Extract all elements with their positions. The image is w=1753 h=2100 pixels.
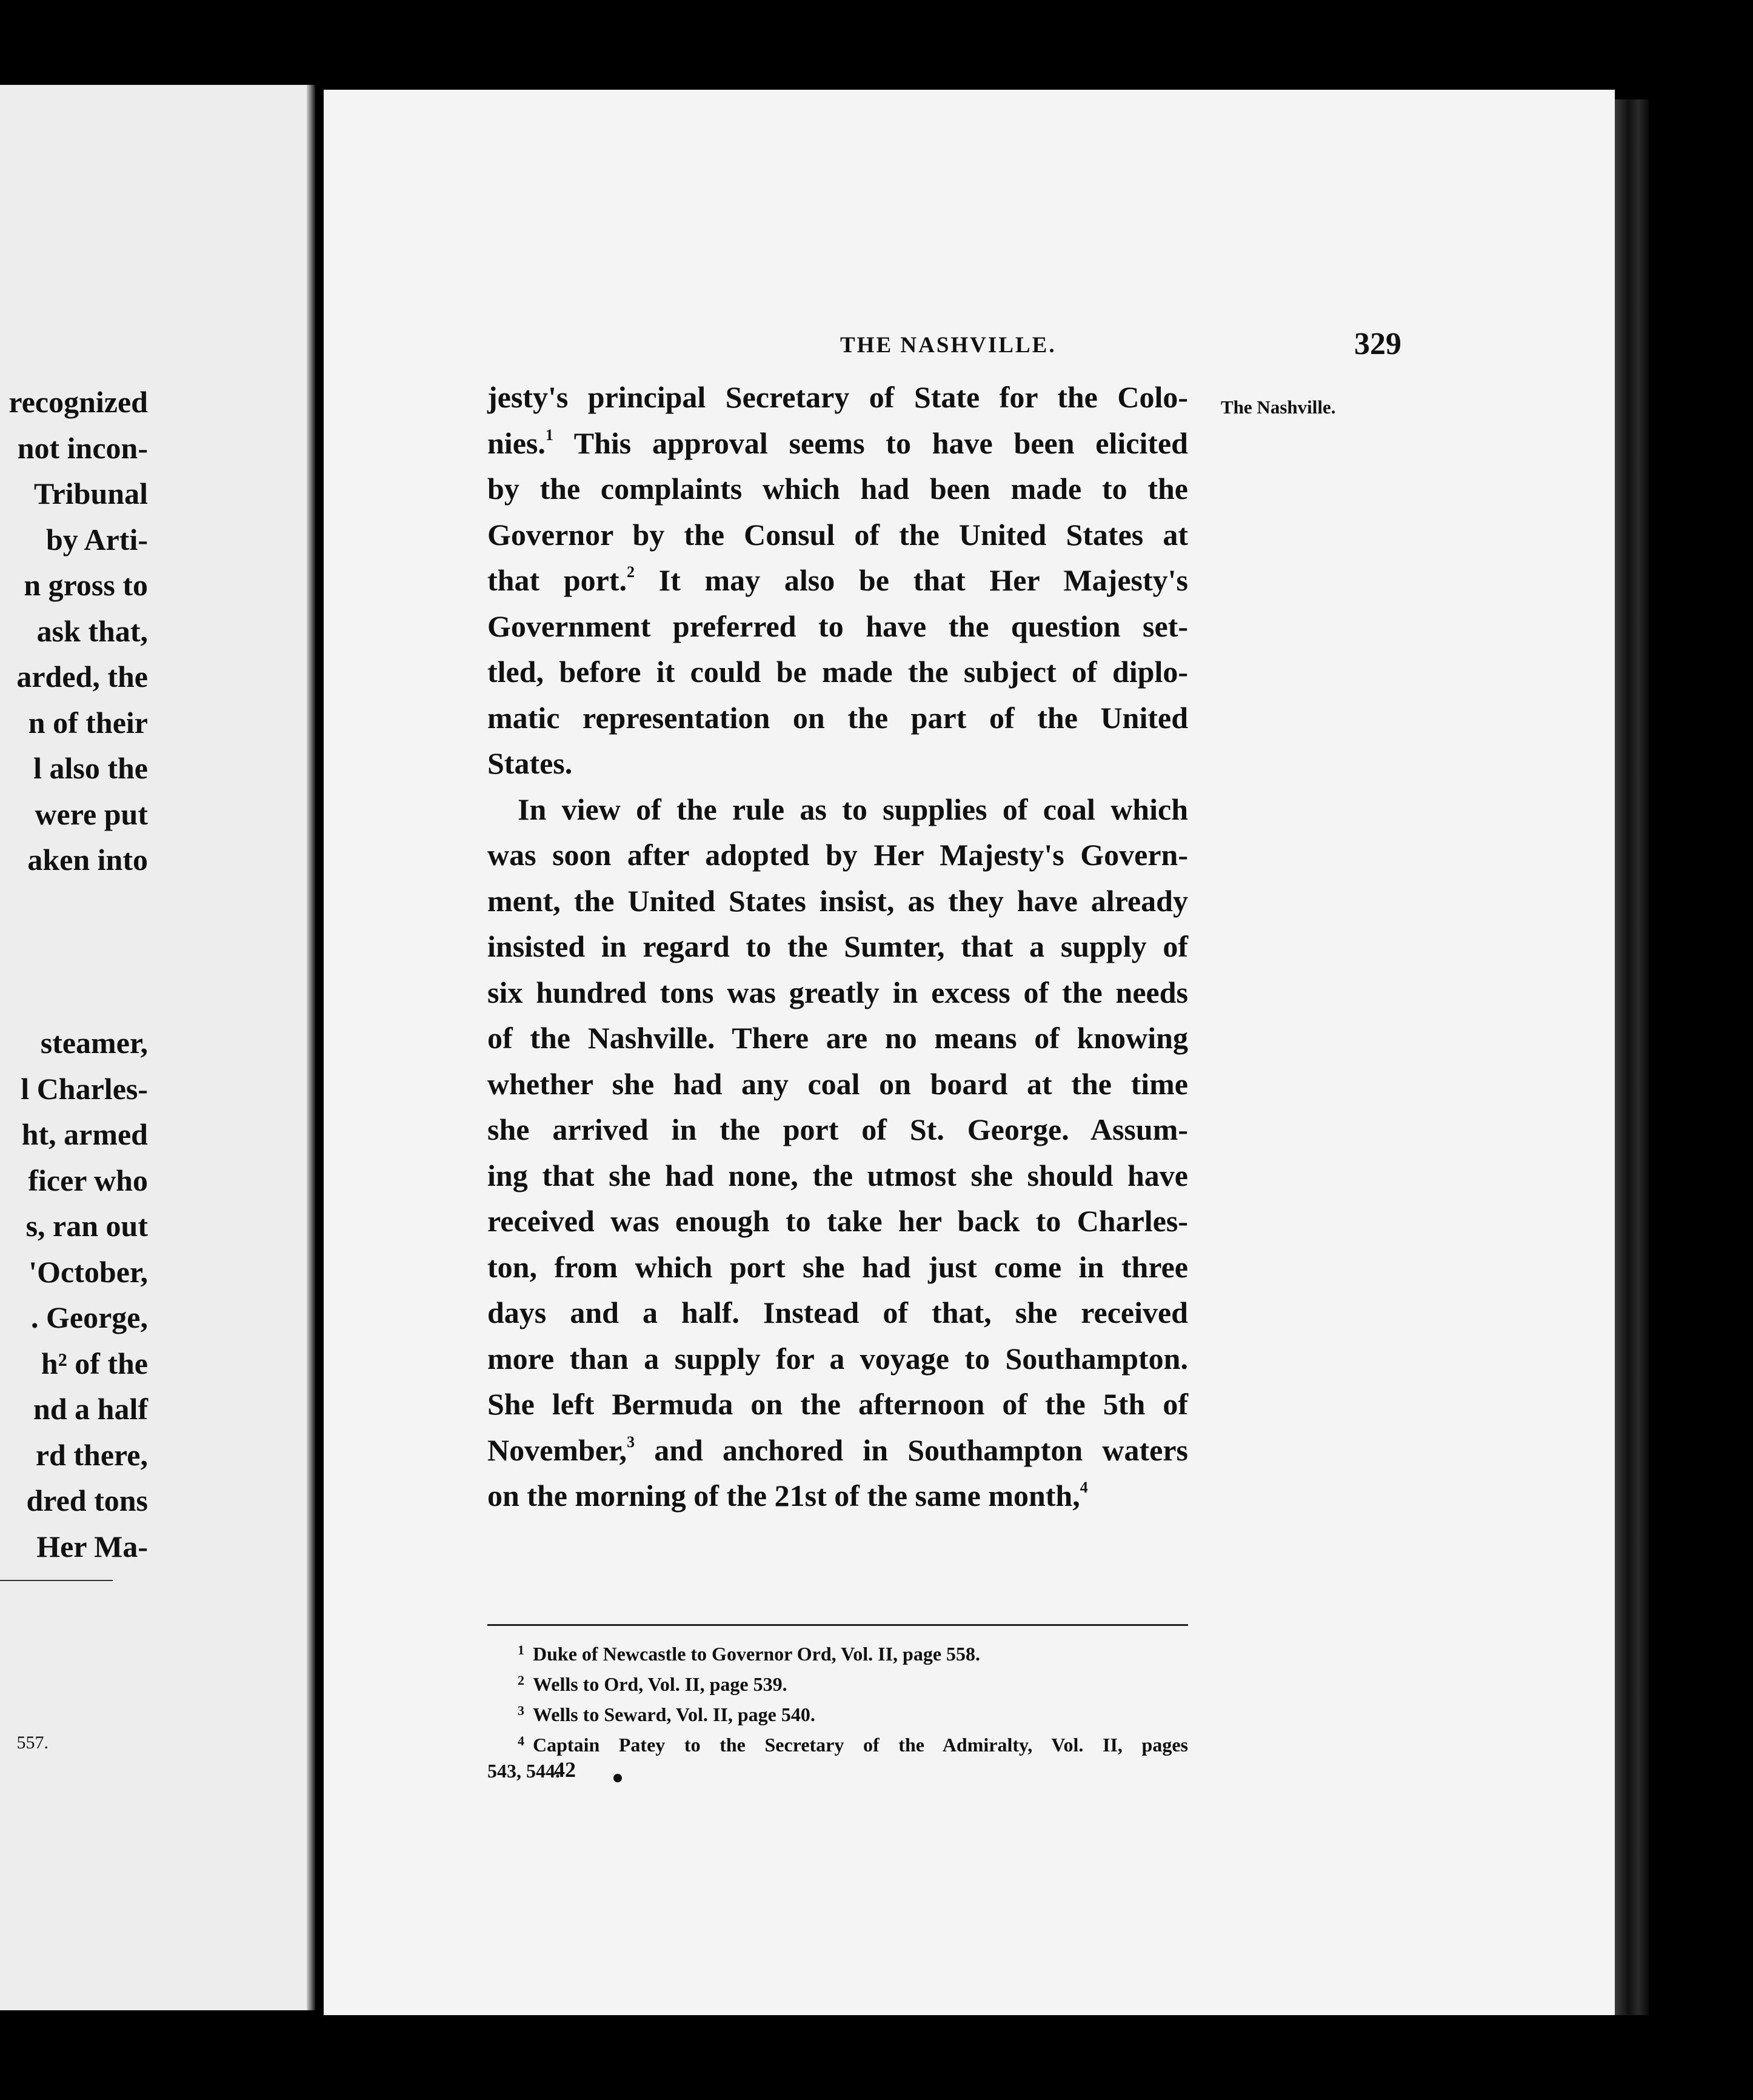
left-page-gutter <box>307 85 315 2010</box>
signature-mark: 42 <box>554 1757 576 1782</box>
footnote-mark: 3 <box>518 1703 524 1718</box>
left-page-line: l Charles- <box>21 1071 148 1106</box>
text-line <box>487 1107 1188 1153</box>
text-line-start: was soon after adopted by Her Majesty's Govern- <box>487 838 1188 872</box>
text-line <box>487 466 1188 512</box>
text-line-start: In view of the rule as to supplies of coal which <box>518 792 1188 826</box>
text-line <box>487 787 1188 833</box>
footnote-rule <box>487 1624 1188 1626</box>
text-line <box>487 1245 1188 1291</box>
left-page-line: steamer, <box>40 1026 148 1060</box>
left-page-line: arded, the <box>16 660 148 694</box>
left-page-line: . George, <box>31 1300 148 1334</box>
text-line <box>487 1290 1188 1336</box>
text-line-start: jesty's principal Secretary of State for the Colo- <box>487 380 1188 414</box>
footnote-reference: 4 <box>1080 1479 1088 1496</box>
left-page <box>0 85 315 2010</box>
footnote-mark: 2 <box>518 1673 524 1688</box>
text-line <box>487 558 1188 604</box>
page-edge-shadow <box>1615 99 1649 2015</box>
footnote-reference: 2 <box>626 563 635 581</box>
footnote <box>487 1728 1188 1758</box>
text-line-start: by the complaints which had been made to the <box>487 472 1188 506</box>
text-line-start: more than a supply for a voyage to Southampton. <box>487 1341 1188 1376</box>
footnote-text: Duke of Newcastle to Governor Ord, Vol. II, page 558. <box>533 1643 981 1665</box>
left-page-line: s, ran out <box>25 1209 148 1243</box>
footnote <box>487 1637 1188 1667</box>
left-page-line: ficer who <box>28 1163 148 1197</box>
text-line-start: six hundred tons was greatly in excess of the needs <box>487 975 1188 1009</box>
right-page <box>324 90 1615 2015</box>
footnote-reference: 1 <box>545 426 553 444</box>
text-line <box>487 832 1188 878</box>
text-line <box>487 1473 1188 1519</box>
text-line-rest: This approval seems to have been elicited <box>553 426 1188 460</box>
left-page-line: nd a half <box>33 1392 148 1426</box>
footnote-mark: 1 <box>518 1642 524 1657</box>
left-page-line: ht, armed <box>21 1117 148 1151</box>
left-page-line: Tribunal <box>33 477 148 510</box>
margin-sidenote: The Nashville. <box>1221 396 1336 418</box>
text-line-start: Government preferred to have the question set- <box>487 609 1188 643</box>
left-page-line: were put <box>35 797 148 831</box>
text-line <box>487 421 1188 467</box>
text-line <box>487 512 1188 558</box>
text-line <box>487 1428 1188 1474</box>
text-line <box>487 604 1188 650</box>
left-page-line: 'October, <box>28 1254 148 1289</box>
footnote <box>487 1697 1188 1728</box>
footnote-text: Wells to Seward, Vol. II, page 540. <box>533 1704 815 1725</box>
text-line-rest: It may also be that Her Majesty's <box>634 563 1188 597</box>
text-line <box>487 1015 1188 1062</box>
left-page-line: dred tons <box>26 1483 148 1517</box>
left-page-line: aken into <box>27 843 148 877</box>
text-line-start: nies. <box>487 426 546 460</box>
left-page-line: recognized <box>8 385 148 419</box>
ink-spot <box>613 1774 622 1782</box>
left-page-line: not incon- <box>17 430 148 465</box>
text-line <box>487 1153 1188 1199</box>
text-line-start: ing that she had none, the utmost she should have <box>487 1158 1188 1192</box>
left-page-line: by Arti- <box>45 522 148 557</box>
text-line-start: ment, the United States insist, as they have already <box>487 883 1188 918</box>
footnote-text: Wells to Ord, Vol. II, page 539. <box>533 1673 787 1695</box>
left-page-line: l also the <box>33 751 148 785</box>
text-line-start: of the Nashville. There are no means of knowing <box>487 1021 1188 1055</box>
text-line <box>487 741 1188 787</box>
text-line <box>487 878 1188 925</box>
text-line-start: matic representation on the part of the United <box>487 700 1188 735</box>
text-line <box>487 695 1188 741</box>
footnote-text: 543, 544. <box>487 1760 560 1782</box>
left-page-line: n of their <box>28 705 148 740</box>
text-line <box>487 649 1188 695</box>
left-footnote-fragment: 557. <box>16 1733 48 1753</box>
running-head: THE NASHVILLE. <box>840 333 1057 358</box>
page-number: 329 <box>1354 327 1401 361</box>
text-line <box>487 1062 1188 1108</box>
text-line-rest: and anchored in Southampton waters <box>635 1433 1188 1467</box>
text-line <box>487 970 1188 1016</box>
text-line-start: ton, from which port she had just come in three <box>487 1249 1188 1284</box>
text-line-start: She left Bermuda on the afternoon of the 5th of <box>487 1387 1188 1421</box>
body-text <box>487 375 1188 1519</box>
text-line-start: November, <box>487 1433 627 1467</box>
text-line-start: Governor by the Consul of the United States at <box>487 517 1188 552</box>
left-page-line: rd there, <box>35 1437 148 1472</box>
text-line-start: she arrived in the port of St. George. Assum- <box>487 1112 1188 1146</box>
text-line-start: whether she had any coal on board at the time <box>487 1066 1188 1101</box>
footnote <box>487 1758 1188 1784</box>
text-line-start: days and a half. Instead of that, she received <box>487 1296 1188 1329</box>
text-line-start: tled, before it could be made the subject of diplo- <box>487 655 1188 689</box>
left-page-line: ask that, <box>36 614 148 648</box>
text-line <box>487 924 1188 970</box>
left-footnote-rule <box>0 1580 113 1581</box>
text-line <box>487 1199 1188 1245</box>
text-line-start: on the morning of the 21st of the same month, <box>487 1479 1080 1513</box>
text-line-start: received was enough to take her back to Charles- <box>487 1204 1188 1238</box>
footnotes <box>487 1637 1188 1784</box>
left-page-line: h² of the <box>41 1346 148 1380</box>
left-page-line: Her Ma- <box>36 1529 148 1563</box>
text-line-start: insisted in regard to the Sumter, that a supply of <box>487 929 1188 963</box>
left-page-line: n gross to <box>24 568 148 602</box>
footnote-text: Captain Patey to the Secretary of the Admiralty, Vol. II, pages <box>533 1734 1188 1756</box>
text-line <box>487 375 1188 421</box>
text-line <box>487 1336 1188 1382</box>
text-line <box>487 1382 1188 1428</box>
text-line-start: that port. <box>487 563 627 597</box>
text-line-start: States. <box>487 746 573 780</box>
footnote-mark: 4 <box>518 1733 524 1748</box>
footnote-reference: 3 <box>627 1433 635 1451</box>
footnote <box>487 1667 1188 1697</box>
